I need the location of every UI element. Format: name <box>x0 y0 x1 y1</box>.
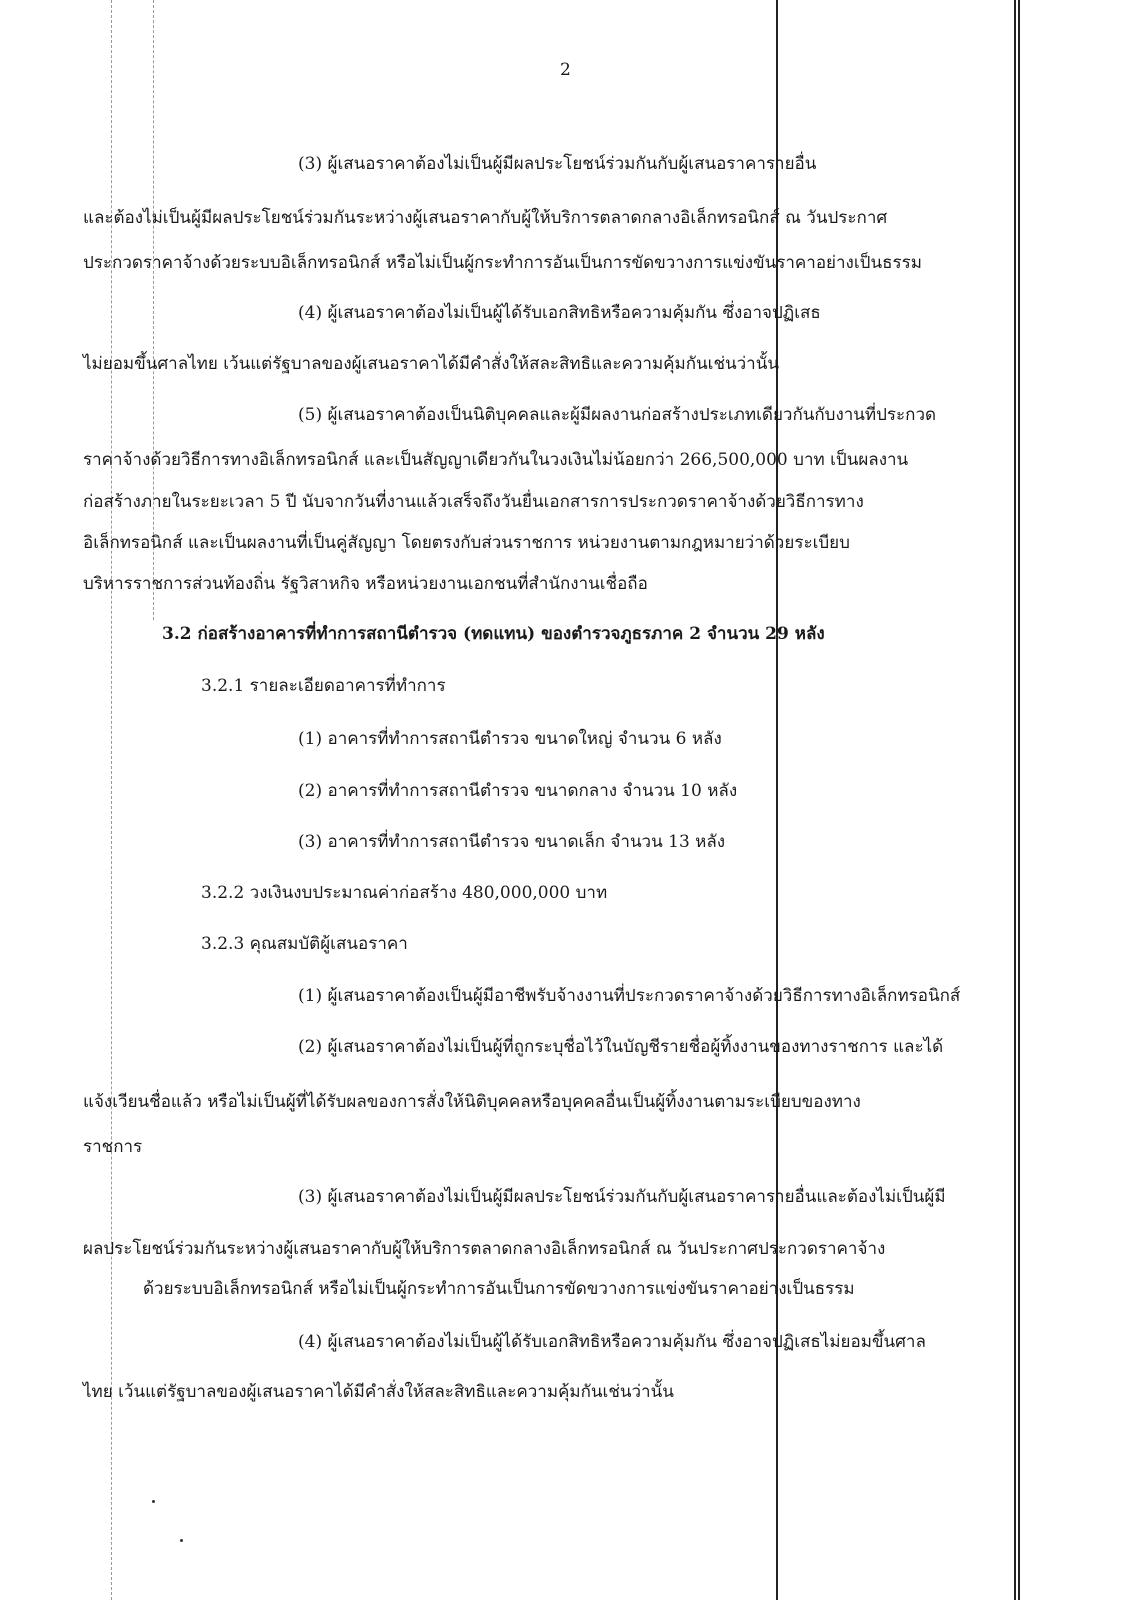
text-line: บริหารราชการส่วนท้องถิ่น รัฐวิสาหกิจ หรือหน่วยงานเอกชนที่สำนักงานเชื่อถือ <box>83 574 648 594</box>
text-line: ราคาจ้างด้วยวิธีการทางอิเล็กทรอนิกส์ และเป็นสัญญาเดียวกันในวงเงินไม่น้อยกว่า 266,500,000 บาท เป็นผลงาน <box>83 450 909 470</box>
text-line: (4) ผู้เสนอราคาต้องไม่เป็นผู้ได้รับเอกสิทธิหรือความคุ้มกัน ซึ่งอาจปฏิเสธไม่ยอมขึ้นศาล <box>298 1332 926 1352</box>
scan-vertical-line <box>1014 0 1016 1600</box>
text-line: อิเล็กทรอนิกส์ และเป็นผลงานที่เป็นคู่สัญญา โดยตรงกับส่วนราชการ หน่วยงานตามกฎหมายว่าด้วยระเบียบ <box>83 533 850 553</box>
text-line: ไทย เว้นแต่รัฐบาลของผู้เสนอราคาได้มีคำสั่งให้สละสิทธิและความคุ้มกันเช่นว่านั้น <box>83 1382 674 1402</box>
text-line: ด้วยระบบอิเล็กทรอนิกส์ หรือไม่เป็นผู้กระทำการอันเป็นการขัดขวางการแข่งขันราคาอย่างเป็นธรรม <box>143 1279 855 1299</box>
text-line: ราชการ <box>83 1137 143 1157</box>
text-line: (3) อาคารที่ทำการสถานีตำรวจ ขนาดเล็ก จำนวน 13 หลัง <box>298 832 726 852</box>
subsection-heading: 3.2.2 วงเงินงบประมาณค่าก่อสร้าง 480,000,000 บาท <box>201 883 608 903</box>
left-margin-dashed-line <box>111 0 112 1600</box>
subsection-heading: 3.2.1 รายละเอียดอาคารที่ทำการ <box>201 676 446 696</box>
section-heading: 3.2 ก่อสร้างอาคารที่ทำการสถานีตำรวจ (ทดแทน) ของตำรวจภูธรภาค 2 จำนวน 29 หลัง <box>162 624 825 644</box>
text-line: ผลประโยชน์ร่วมกันระหว่างผู้เสนอราคากับผู้ให้บริการตลาดกลางอิเล็กทรอนิกส์ ณ วันประกาศประกวดราคาจ้าง <box>83 1239 886 1259</box>
left-margin-dashed-line <box>153 0 154 620</box>
text-line: (3) ผู้เสนอราคาต้องไม่เป็นผู้มีผลประโยชน์ร่วมกันกับผู้เสนอราคารายอื่นและต้องไม่เป็นผู้มี <box>298 1187 946 1207</box>
text-line: (3) ผู้เสนอราคาต้องไม่เป็นผู้มีผลประโยชน์ร่วมกันกับผู้เสนอราคารายอื่น <box>298 154 817 174</box>
page-number: 2 <box>560 60 571 80</box>
scan-speck <box>152 1500 155 1503</box>
text-line: (5) ผู้เสนอราคาต้องเป็นนิติบุคคลและผู้มีผลงานก่อสร้างประเภทเดียวกันกับงานที่ประกวด <box>298 405 937 425</box>
scan-speck <box>180 1539 183 1542</box>
text-line: แจ้งเวียนชื่อแล้ว หรือไม่เป็นผู้ที่ได้รับผลของการสั่งให้นิติบุคคลหรือบุคคลอื่นเป็นผู้ทิ้งงานตามระเบียบของทาง <box>83 1092 861 1112</box>
text-line: และต้องไม่เป็นผู้มีผลประโยชน์ร่วมกันระหว่างผู้เสนอราคากับผู้ให้บริการตลาดกลางอิเล็กทรอนิกส์ ณ วันประกาศ <box>83 208 888 228</box>
text-line: ไม่ยอมขึ้นศาลไทย เว้นแต่รัฐบาลของผู้เสนอราคาได้มีคำสั่งให้สละสิทธิและความคุ้มกันเช่นว่านั้น <box>83 354 779 374</box>
text-line: ประกวดราคาจ้างด้วยระบบอิเล็กทรอนิกส์ หรือไม่เป็นผู้กระทำการอันเป็นการขัดขวางการแข่งขันราคาอย่างเป็นธรรม <box>83 253 922 273</box>
subsection-heading: 3.2.3 คุณสมบัติผู้เสนอราคา <box>201 934 408 954</box>
text-line: (2) อาคารที่ทำการสถานีตำรวจ ขนาดกลาง จำนวน 10 หลัง <box>298 781 738 801</box>
text-line: (1) ผู้เสนอราคาต้องเป็นผู้มีอาชีพรับจ้างงานที่ประกวดราคาจ้างด้วยวิธีการทางอิเล็กทรอนิกส์ <box>298 986 961 1006</box>
text-line: (2) ผู้เสนอราคาต้องไม่เป็นผู้ที่ถูกระบุชื่อไว้ในบัญชีรายชื่อผู้ทิ้งงานของทางราชการ และได้ <box>298 1037 944 1057</box>
scan-vertical-line <box>776 0 778 1600</box>
text-line: (4) ผู้เสนอราคาต้องไม่เป็นผู้ได้รับเอกสิทธิหรือความคุ้มกัน ซึ่งอาจปฏิเสธ <box>298 303 821 323</box>
text-line: ก่อสร้างภายในระยะเวลา 5 ปี นับจากวันที่งานแล้วเสร็จถึงวันยื่นเอกสารการประกวดราคาจ้างด้วยวิธีการทาง <box>83 492 864 512</box>
scan-vertical-line <box>1018 0 1020 1600</box>
text-line: (1) อาคารที่ทำการสถานีตำรวจ ขนาดใหญ่ จำนวน 6 หลัง <box>298 729 722 749</box>
